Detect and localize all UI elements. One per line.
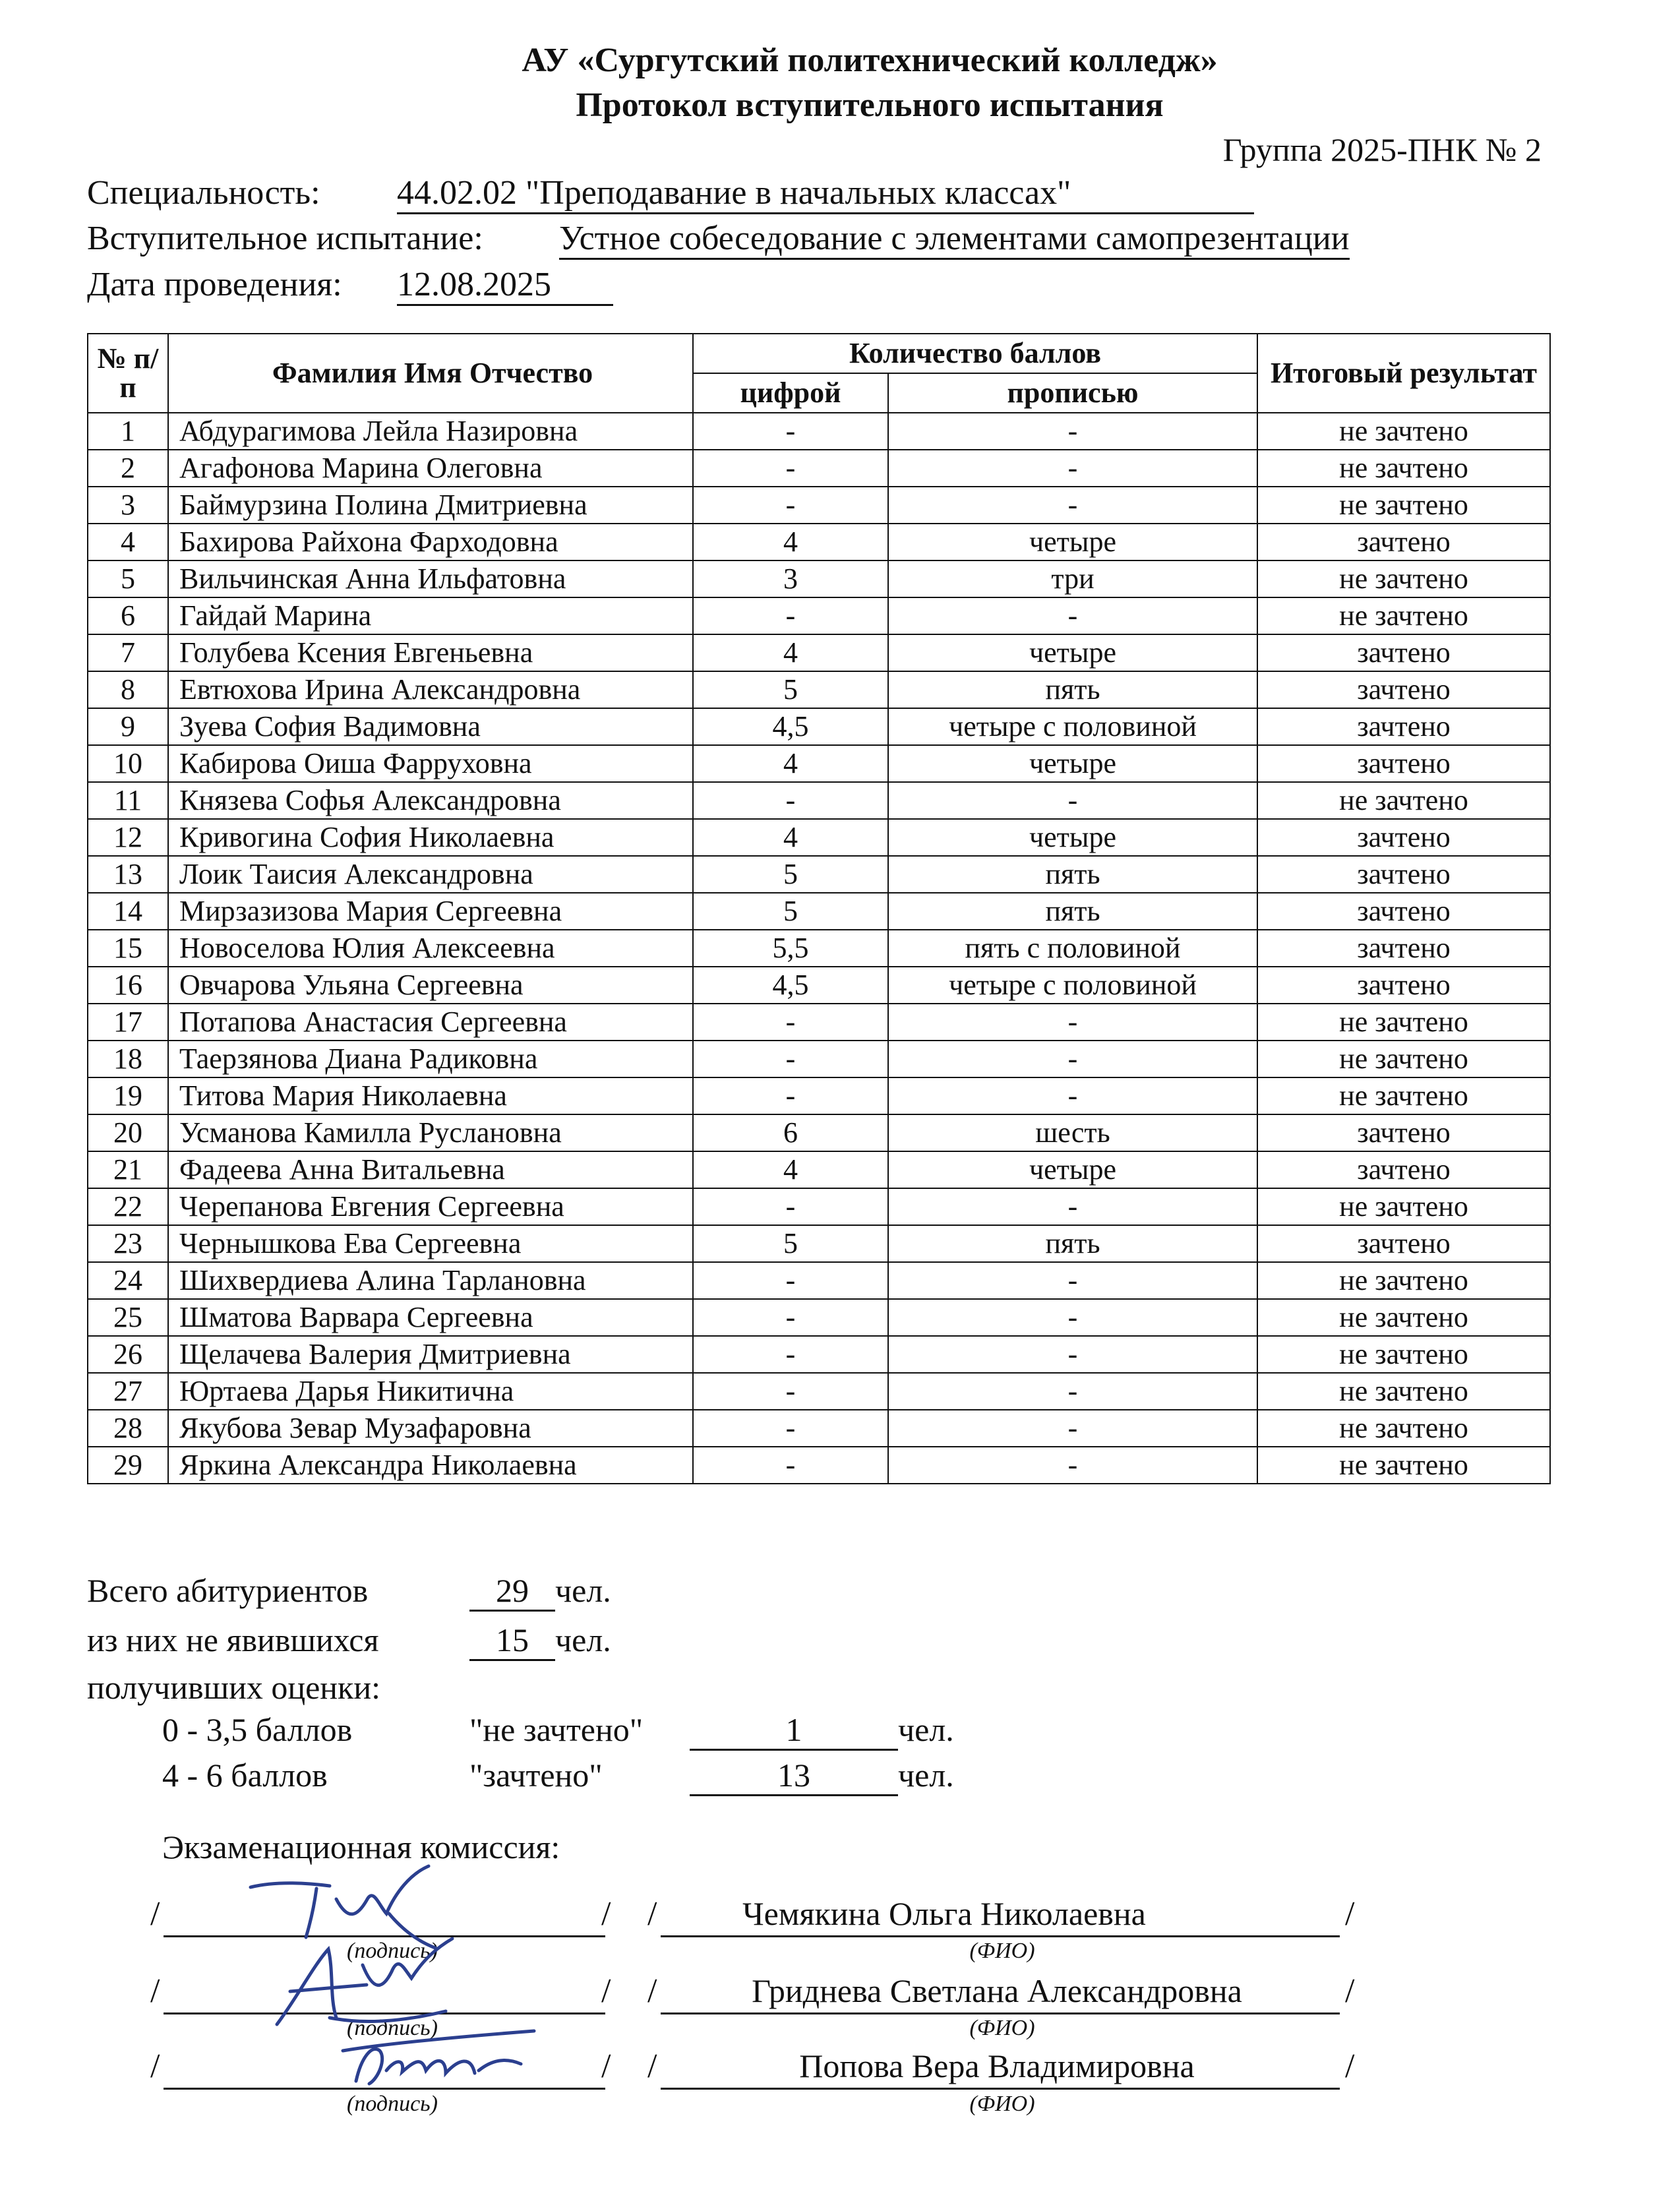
date-label: Дата проведения: bbox=[87, 266, 342, 303]
organization-name: АУ «Сургутский политехнический колледж» bbox=[522, 42, 1218, 79]
row-number: 26 bbox=[88, 1336, 168, 1373]
applicant-name: Абдурагимова Лейла Назировна bbox=[168, 413, 693, 450]
score-digits: 4 bbox=[693, 634, 888, 671]
score-digits: - bbox=[693, 1188, 888, 1225]
score-digits: 4 bbox=[693, 1151, 888, 1188]
row-number: 5 bbox=[88, 560, 168, 597]
exam-value: Устное собеседование с элементами самопрезентации bbox=[559, 219, 1350, 260]
result: не зачтено bbox=[1257, 560, 1550, 597]
score-digits: 3 bbox=[693, 560, 888, 597]
score-words: - bbox=[888, 1410, 1257, 1447]
row-number: 14 bbox=[88, 893, 168, 930]
row-number: 21 bbox=[88, 1151, 168, 1188]
result: зачтено bbox=[1257, 967, 1550, 1004]
score-digits: 4 bbox=[693, 745, 888, 782]
row-number: 27 bbox=[88, 1373, 168, 1410]
table-row bbox=[88, 856, 1550, 893]
table-row bbox=[88, 597, 1550, 634]
slash: / bbox=[1345, 2047, 1355, 2085]
result: не зачтено bbox=[1257, 1041, 1550, 1077]
table-row bbox=[88, 671, 1550, 708]
row-number: 8 bbox=[88, 671, 168, 708]
result: не зачтено bbox=[1257, 1077, 1550, 1114]
row-number: 28 bbox=[88, 1410, 168, 1447]
applicant-name: Баймурзина Полина Дмитриевна bbox=[168, 487, 693, 524]
row-number: 22 bbox=[88, 1188, 168, 1225]
applicant-name: Щелачева Валерия Дмитриевна bbox=[168, 1336, 693, 1373]
score-words: четыре bbox=[888, 634, 1257, 671]
result: зачтено bbox=[1257, 1114, 1550, 1151]
score-words: четыре bbox=[888, 1151, 1257, 1188]
score-words: пять bbox=[888, 671, 1257, 708]
table-row bbox=[88, 967, 1550, 1004]
score-words: пять bbox=[888, 856, 1257, 893]
applicant-name: Лоик Таисия Александровна bbox=[168, 856, 693, 893]
result: не зачтено bbox=[1257, 1004, 1550, 1041]
applicant-name: Агафонова Марина Олеговна bbox=[168, 450, 693, 487]
result: не зачтено bbox=[1257, 1262, 1550, 1299]
row-number: 17 bbox=[88, 1004, 168, 1041]
signature-caption: (подпись) bbox=[347, 2016, 438, 2040]
signature-caption: (подпись) bbox=[347, 2092, 438, 2116]
applicant-name: Потапова Анастасия Сергеевна bbox=[168, 1004, 693, 1041]
row-number: 20 bbox=[88, 1114, 168, 1151]
score-digits: - bbox=[693, 1447, 888, 1484]
result: не зачтено bbox=[1257, 1447, 1550, 1484]
table-row bbox=[88, 450, 1550, 487]
specialty-value: 44.02.02 "Преподавание в начальных классах" bbox=[397, 173, 1254, 214]
date-value: 12.08.2025 bbox=[397, 265, 613, 306]
band2-count: 13 bbox=[690, 1756, 898, 1796]
score-digits: - bbox=[693, 1077, 888, 1114]
result: не зачтено bbox=[1257, 413, 1550, 450]
table-row bbox=[88, 413, 1550, 450]
fio-caption: (ФИО) bbox=[969, 2016, 1035, 2040]
applicant-name: Евтюхова Ирина Александровна bbox=[168, 671, 693, 708]
table-row bbox=[88, 1299, 1550, 1336]
row-number: 6 bbox=[88, 597, 168, 634]
applicant-name: Фадеева Анна Витальевна bbox=[168, 1151, 693, 1188]
member-fio: Чемякина Ольга Николаевна bbox=[742, 1895, 1146, 1932]
specialty-label: Специальность: bbox=[87, 174, 320, 212]
score-words: - bbox=[888, 1299, 1257, 1336]
header-score-words: прописью bbox=[888, 373, 1257, 413]
applicant-name: Таерзянова Диана Радиковна bbox=[168, 1041, 693, 1077]
group-number: Группа 2025-ПНК № 2 bbox=[1222, 131, 1542, 168]
result: не зачтено bbox=[1257, 450, 1550, 487]
score-digits: 5 bbox=[693, 856, 888, 893]
row-number: 18 bbox=[88, 1041, 168, 1077]
score-digits: - bbox=[693, 1041, 888, 1077]
table-row bbox=[88, 930, 1550, 967]
member-fio: Попова Вера Владимировна bbox=[799, 2047, 1195, 2084]
applicant-name: Князева Софья Александровна bbox=[168, 782, 693, 819]
row-number: 9 bbox=[88, 708, 168, 745]
result: не зачтено bbox=[1257, 1410, 1550, 1447]
band1-count: 1 bbox=[690, 1710, 898, 1751]
table-row bbox=[88, 1447, 1550, 1484]
header-num: № п/п bbox=[88, 334, 168, 413]
slash: / bbox=[647, 1895, 657, 1933]
table-row bbox=[88, 1004, 1550, 1041]
row-number: 29 bbox=[88, 1447, 168, 1484]
row-number: 19 bbox=[88, 1077, 168, 1114]
applicant-name: Яркина Александра Николаевна bbox=[168, 1447, 693, 1484]
absent-label: из них не явившихся bbox=[87, 1621, 379, 1658]
result: не зачтено bbox=[1257, 1373, 1550, 1410]
row-number: 16 bbox=[88, 967, 168, 1004]
fio-line bbox=[661, 1935, 1340, 1937]
score-words: - bbox=[888, 1336, 1257, 1373]
band1-result: "не зачтено" bbox=[469, 1711, 644, 1748]
applicant-name: Гайдай Марина bbox=[168, 597, 693, 634]
score-digits: 5 bbox=[693, 671, 888, 708]
total-unit: чел. bbox=[555, 1572, 611, 1609]
table-row bbox=[88, 1188, 1550, 1225]
score-words: - bbox=[888, 597, 1257, 634]
result: зачтено bbox=[1257, 819, 1550, 856]
score-words: пять bbox=[888, 893, 1257, 930]
header-score-digits: цифрой bbox=[693, 373, 888, 413]
applicant-name: Титова Мария Николаевна bbox=[168, 1077, 693, 1114]
table-row bbox=[88, 1262, 1550, 1299]
score-words: четыре bbox=[888, 745, 1257, 782]
slash: / bbox=[150, 1972, 160, 2010]
applicant-name: Кабирова Оиша Фарруховна bbox=[168, 745, 693, 782]
result: не зачтено bbox=[1257, 597, 1550, 634]
score-digits: 5,5 bbox=[693, 930, 888, 967]
applicant-name: Бахирова Райхона Фарходовна bbox=[168, 524, 693, 560]
score-words: пять с половиной bbox=[888, 930, 1257, 967]
table-row bbox=[88, 524, 1550, 560]
row-number: 23 bbox=[88, 1225, 168, 1262]
applicant-name: Зуева София Вадимовна bbox=[168, 708, 693, 745]
slash: / bbox=[601, 2047, 611, 2085]
applicant-name: Шихвердиева Алина Тарлановна bbox=[168, 1262, 693, 1299]
score-words: пять bbox=[888, 1225, 1257, 1262]
score-words: четыре bbox=[888, 819, 1257, 856]
total-value: 29 bbox=[469, 1571, 555, 1612]
row-number: 15 bbox=[88, 930, 168, 967]
row-number: 2 bbox=[88, 450, 168, 487]
slash: / bbox=[150, 1895, 160, 1933]
member-fio: Гриднева Светлана Александровна bbox=[752, 1972, 1242, 2009]
score-words: четыре с половиной bbox=[888, 708, 1257, 745]
score-words: - bbox=[888, 1262, 1257, 1299]
slash: / bbox=[601, 1972, 611, 2010]
row-number: 1 bbox=[88, 413, 168, 450]
band2-range: 4 - 6 баллов bbox=[162, 1757, 328, 1794]
score-digits: - bbox=[693, 487, 888, 524]
score-digits: 5 bbox=[693, 893, 888, 930]
score-digits: 4,5 bbox=[693, 708, 888, 745]
exam-label: Вступительное испытание: bbox=[87, 220, 483, 257]
applicant-name: Новоселова Юлия Алексеевна bbox=[168, 930, 693, 967]
fio-caption: (ФИО) bbox=[969, 2092, 1035, 2116]
score-words: - bbox=[888, 1447, 1257, 1484]
table-row bbox=[88, 1077, 1550, 1114]
table-row bbox=[88, 708, 1550, 745]
table-row bbox=[88, 1373, 1550, 1410]
applicant-name: Шматова Варвара Сергеевна bbox=[168, 1299, 693, 1336]
applicant-name: Кривогина София Николаевна bbox=[168, 819, 693, 856]
score-words: - bbox=[888, 413, 1257, 450]
row-number: 11 bbox=[88, 782, 168, 819]
table-row bbox=[88, 893, 1550, 930]
score-words: - bbox=[888, 1188, 1257, 1225]
row-number: 25 bbox=[88, 1299, 168, 1336]
result: не зачтено bbox=[1257, 487, 1550, 524]
slash: / bbox=[647, 2047, 657, 2085]
fio-line bbox=[661, 2088, 1340, 2090]
score-words: четыре bbox=[888, 524, 1257, 560]
score-digits: - bbox=[693, 1373, 888, 1410]
fio-line bbox=[661, 2012, 1340, 2014]
score-digits: - bbox=[693, 782, 888, 819]
score-words: - bbox=[888, 1077, 1257, 1114]
applicant-name: Вильчинская Анна Ильфатовна bbox=[168, 560, 693, 597]
band1-unit: чел. bbox=[898, 1711, 954, 1748]
results-table bbox=[87, 333, 1551, 1484]
score-digits: - bbox=[693, 1004, 888, 1041]
result: зачтено bbox=[1257, 745, 1550, 782]
fio-caption: (ФИО) bbox=[969, 1939, 1035, 1963]
row-number: 24 bbox=[88, 1262, 168, 1299]
applicant-name: Юртаева Дарья Никитична bbox=[168, 1373, 693, 1410]
table-row bbox=[88, 1410, 1550, 1447]
table-row bbox=[88, 819, 1550, 856]
applicant-name: Мирзазизова Мария Сергеевна bbox=[168, 893, 693, 930]
score-digits: - bbox=[693, 597, 888, 634]
table-row bbox=[88, 1336, 1550, 1373]
table-row bbox=[88, 634, 1550, 671]
row-number: 13 bbox=[88, 856, 168, 893]
table-row bbox=[88, 1225, 1550, 1262]
result: зачтено bbox=[1257, 1151, 1550, 1188]
table-row bbox=[88, 1151, 1550, 1188]
score-digits: - bbox=[693, 413, 888, 450]
table-body bbox=[88, 413, 1550, 1484]
score-words: - bbox=[888, 782, 1257, 819]
result: зачтено bbox=[1257, 1225, 1550, 1262]
applicant-name: Черепанова Евгения Сергеевна bbox=[168, 1188, 693, 1225]
result: зачтено bbox=[1257, 671, 1550, 708]
applicant-name: Овчарова Ульяна Сергеевна bbox=[168, 967, 693, 1004]
band2-unit: чел. bbox=[898, 1757, 954, 1794]
table-row bbox=[88, 745, 1550, 782]
absent-value: 15 bbox=[469, 1621, 555, 1661]
score-words: четыре с половиной bbox=[888, 967, 1257, 1004]
slash: / bbox=[150, 2047, 160, 2085]
applicant-name: Голубева Ксения Евгеньевна bbox=[168, 634, 693, 671]
score-words: - bbox=[888, 1004, 1257, 1041]
commission-title: Экзаменационная комиссия: bbox=[162, 1829, 560, 1865]
applicant-name: Чернышкова Ева Сергеевна bbox=[168, 1225, 693, 1262]
score-words: - bbox=[888, 1373, 1257, 1410]
graded-label: получивших оценки: bbox=[87, 1669, 380, 1706]
band1-range: 0 - 3,5 баллов bbox=[162, 1711, 353, 1748]
score-digits: - bbox=[693, 1262, 888, 1299]
row-number: 7 bbox=[88, 634, 168, 671]
result: зачтено bbox=[1257, 708, 1550, 745]
row-number: 4 bbox=[88, 524, 168, 560]
table-row bbox=[88, 560, 1550, 597]
header-score-group: Количество баллов bbox=[693, 334, 1257, 373]
score-words: шесть bbox=[888, 1114, 1257, 1151]
slash: / bbox=[1345, 1972, 1355, 2010]
slash: / bbox=[601, 1895, 611, 1933]
signature-caption: (подпись) bbox=[347, 1939, 438, 1963]
score-words: - bbox=[888, 1041, 1257, 1077]
result: зачтено bbox=[1257, 634, 1550, 671]
result: зачтено bbox=[1257, 893, 1550, 930]
applicant-name: Усманова Камилла Руслановна bbox=[168, 1114, 693, 1151]
score-digits: - bbox=[693, 450, 888, 487]
score-digits: - bbox=[693, 1410, 888, 1447]
header-name: Фамилия Имя Отчество bbox=[168, 334, 693, 413]
score-digits: 4 bbox=[693, 819, 888, 856]
header-result: Итоговый результат bbox=[1257, 334, 1550, 413]
score-words: три bbox=[888, 560, 1257, 597]
total-label: Всего абитуриентов bbox=[87, 1572, 369, 1609]
row-number: 10 bbox=[88, 745, 168, 782]
score-digits: 4,5 bbox=[693, 967, 888, 1004]
applicant-name: Якубова Зевар Музафаровна bbox=[168, 1410, 693, 1447]
score-digits: 5 bbox=[693, 1225, 888, 1262]
score-words: - bbox=[888, 450, 1257, 487]
slash: / bbox=[647, 1972, 657, 2010]
signature-image bbox=[330, 2018, 547, 2097]
score-digits: - bbox=[693, 1336, 888, 1373]
result: зачтено bbox=[1257, 856, 1550, 893]
score-digits: 4 bbox=[693, 524, 888, 560]
table-row bbox=[88, 487, 1550, 524]
table-row bbox=[88, 1114, 1550, 1151]
result: не зачтено bbox=[1257, 782, 1550, 819]
document-title: Протокол вступительного испытания bbox=[576, 86, 1164, 124]
score-words: - bbox=[888, 487, 1257, 524]
table-row bbox=[88, 1041, 1550, 1077]
absent-unit: чел. bbox=[555, 1621, 611, 1658]
table-row bbox=[88, 782, 1550, 819]
result: зачтено bbox=[1257, 524, 1550, 560]
slash: / bbox=[1345, 1895, 1355, 1933]
result: не зачтено bbox=[1257, 1336, 1550, 1373]
result: зачтено bbox=[1257, 930, 1550, 967]
band2-result: "зачтено" bbox=[469, 1757, 603, 1794]
score-digits: 6 bbox=[693, 1114, 888, 1151]
score-digits: - bbox=[693, 1299, 888, 1336]
result: не зачтено bbox=[1257, 1299, 1550, 1336]
result: не зачтено bbox=[1257, 1188, 1550, 1225]
row-number: 3 bbox=[88, 487, 168, 524]
row-number: 12 bbox=[88, 819, 168, 856]
